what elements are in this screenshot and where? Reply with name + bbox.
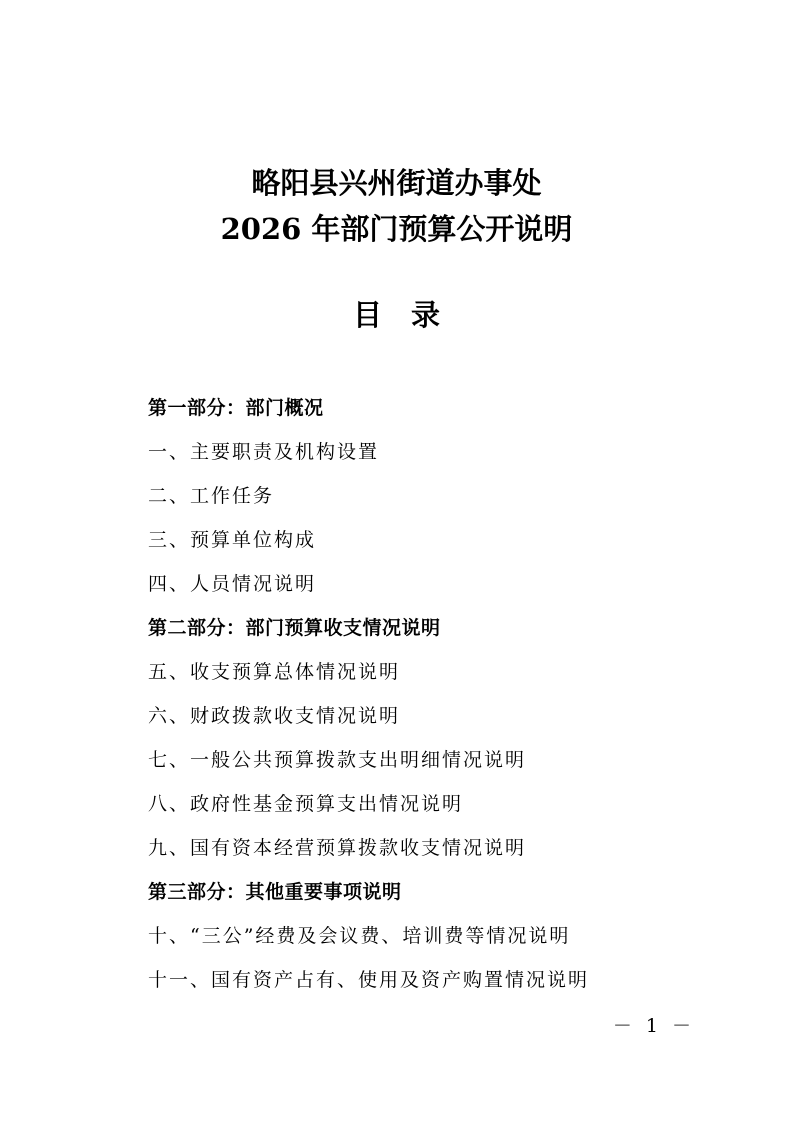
toc-item-1: 一、主要职责及机构设置 [148, 441, 380, 463]
toc-item-3: 三、预算单位构成 [148, 529, 317, 551]
toc-item-5: 五、收支预算总体情况说明 [148, 661, 401, 683]
toc-part-1: 第一部分：部门概况 [148, 397, 324, 419]
table-of-contents [148, 392, 708, 1008]
toc-item-2: 二、工作任务 [148, 485, 275, 507]
document-title-line-1: 略阳县兴州街道办事处 [251, 166, 542, 200]
toc-item-8: 八、政府性基金预算支出情况说明 [148, 793, 464, 815]
toc-item-7: 七、一般公共预算拨款支出明细情况说明 [148, 749, 527, 771]
toc-heading: 目 录 [352, 298, 440, 332]
page-number: － 1 － [612, 1015, 695, 1037]
toc-item-4: 四、人员情况说明 [148, 573, 317, 595]
toc-item-11: 十一、国有资产占有、使用及资产购置情况说明 [148, 969, 590, 991]
toc-part-3: 第三部分：其他重要事项说明 [148, 881, 402, 903]
document-title-line-2: 2026 年部门预算公开说明 [220, 212, 573, 246]
toc-part-2: 第二部分：部门预算收支情况说明 [148, 617, 441, 639]
toc-item-6: 六、财政拨款收支情况说明 [148, 705, 401, 727]
toc-item-10: 十、“三公”经费及会议费、培训费等情况说明 [148, 925, 571, 947]
toc-item-9: 九、国有资本经营预算拨款收支情况说明 [148, 837, 527, 859]
